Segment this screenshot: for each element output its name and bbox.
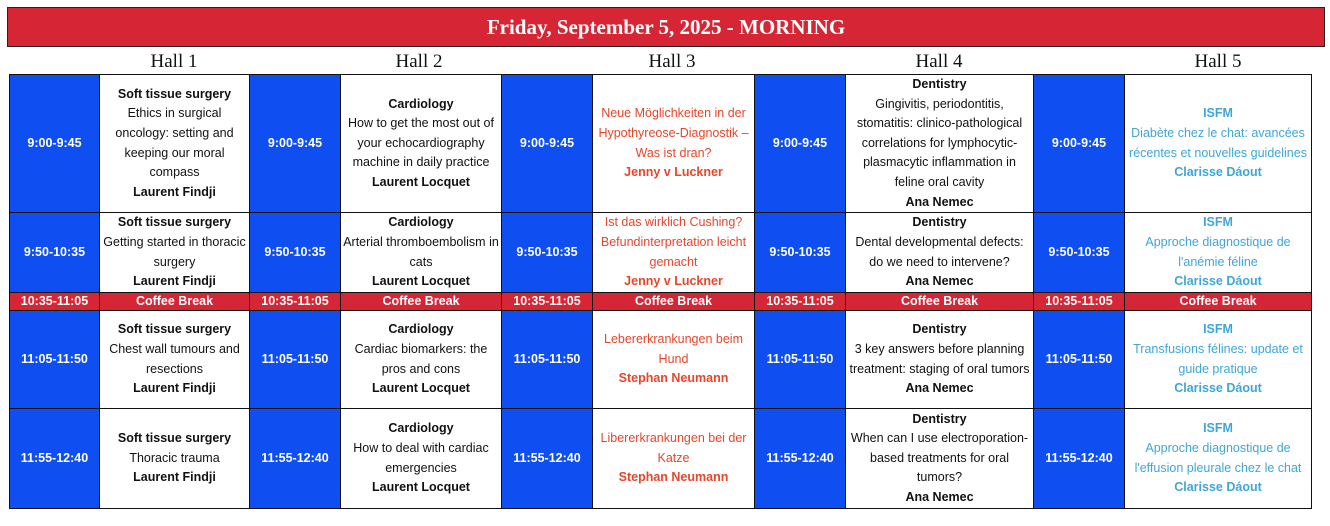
session-speaker: Laurent Findji [133,184,216,199]
break-label: Coffee Break [1125,293,1312,311]
session-cell [846,75,1034,213]
session-speaker: Jenny v Luckner [624,274,723,289]
hall-5-header: Hall 5 [1194,51,1242,72]
session-talk: How to get the most out of your echocardiography machine in daily practice [348,116,494,170]
page-title-banner [7,7,1325,47]
session-topic: Cardiology [388,96,454,111]
time-cell: 9:00-9:45 [502,75,593,213]
session-cell [593,75,755,213]
session-cell [1125,409,1312,509]
time-cell: 9:00-9:45 [10,75,100,213]
session-topic: Cardiology [388,215,454,230]
schedule-table [9,74,1312,509]
session-cell [341,75,502,213]
session-talk: 3 key answers before planning treatment: staging of oral tumors [849,342,1030,376]
table-row [10,311,1312,409]
time-cell: 11:05-11:50 [1034,311,1125,409]
time-cell: 11:55-12:40 [250,409,341,509]
time-cell: 9:50-10:35 [10,213,100,293]
session-talk: How to deal with cardiac emergencies [353,441,489,475]
session-topic: ISFM [1203,215,1233,230]
session-talk: Ist das wirklich Cushing? Befundinterpretation leicht gemacht [600,215,747,269]
session-talk: Dental developmental defects: do we need to intervene? [855,235,1024,269]
session-speaker: Ana Nemec [905,274,974,289]
session-talk: Diabète chez le chat: avancées récentes et nouvelles guidelines [1129,125,1307,160]
break-time: 10:35-11:05 [10,293,100,311]
session-talk: Lebererkrankungen beim Hund [604,332,743,366]
time-cell: 11:55-12:40 [755,409,846,509]
session-cell [341,409,502,509]
session-topic: Soft tissue surgery [117,322,232,337]
break-time: 10:35-11:05 [250,293,341,311]
session-topic: Cardiology [388,322,454,337]
time-cell: 11:55-12:40 [10,409,100,509]
session-speaker: Ana Nemec [905,194,974,209]
time-cell: 9:00-9:45 [250,75,341,213]
session-topic: Dentistry [912,77,967,91]
time-cell: 11:55-12:40 [502,409,593,509]
session-topic: ISFM [1203,322,1233,337]
session-talk: Approche diagnostique de l'anémie féline [1145,235,1291,269]
session-talk: Arterial thromboembolism in cats [343,235,499,269]
time-cell: 9:50-10:35 [250,213,341,293]
coffee-break-row [10,293,1312,311]
session-topic: Dentistry [912,215,967,230]
time-cell: 9:00-9:45 [1034,75,1125,213]
session-speaker: Laurent Locquet [372,480,470,495]
session-topic: ISFM [1203,106,1233,121]
break-time: 10:35-11:05 [502,293,593,311]
break-label: Coffee Break [341,293,502,311]
hall-1-header: Hall 1 [150,51,198,72]
table-row [10,409,1312,509]
session-cell [593,311,755,409]
hall-2-header: Hall 2 [395,51,443,72]
session-talk: Libererkrankungen bei der Katze [600,431,747,465]
time-cell: 9:50-10:35 [1034,213,1125,293]
session-talk: Chest wall tumours and resections [109,342,240,376]
session-talk: When can I use electroporation-based treatments for oral tumors? [850,431,1029,485]
session-talk: Cardiac biomarkers: the pros and cons [354,342,488,376]
session-topic: Soft tissue surgery [117,431,232,446]
session-speaker: Jenny v Luckner [624,165,723,180]
session-talk: Thoracic trauma [129,450,220,465]
time-cell: 11:05-11:50 [250,311,341,409]
time-cell: 11:05-11:50 [755,311,846,409]
session-speaker: Ana Nemec [905,381,974,396]
session-cell [593,409,755,509]
session-cell [100,213,250,293]
session-cell [846,409,1034,509]
session-cell [100,409,250,509]
time-cell: 11:05-11:50 [502,311,593,409]
session-topic: Soft tissue surgery [117,86,232,101]
break-label: Coffee Break [846,293,1034,311]
session-speaker: Clarisse Dáout [1174,165,1262,180]
session-talk: Neue Möglichkeiten in der Hypothyreose-Diagnostik – Was ist dran? [598,106,749,160]
session-cell [1125,213,1312,293]
session-cell [1125,75,1312,213]
session-topic: Dentistry [912,322,967,337]
session-talk: Getting started in thoracic surgery [103,235,246,269]
session-speaker: Stephan Neumann [618,371,729,386]
session-speaker: Laurent Findji [133,470,216,485]
break-time: 10:35-11:05 [1034,293,1125,311]
time-cell: 9:50-10:35 [755,213,846,293]
session-talk: Approche diagnostique de l'effusion pleurale chez le chat [1134,441,1302,475]
session-speaker: Laurent Findji [133,274,216,289]
table-row [10,75,1312,213]
session-cell [593,213,755,293]
break-label: Coffee Break [593,293,755,311]
session-topic: Cardiology [388,421,454,436]
session-speaker: Stephan Neumann [618,470,729,485]
session-cell [1125,311,1312,409]
session-talk: Gingivitis, periodontitis, stomatitis: clinico-pathological correlations for lymphocytic-plasmacytic inflammation in feline oral cavity [856,96,1023,189]
break-label: Coffee Break [100,293,250,311]
session-speaker: Clarisse Dáout [1174,480,1262,495]
session-cell [100,311,250,409]
session-talk: Ethics in surgical oncology: setting and keeping our moral compass [115,106,234,180]
time-cell: 11:55-12:40 [1034,409,1125,509]
session-topic: ISFM [1203,421,1233,436]
session-cell [100,75,250,213]
session-cell [846,213,1034,293]
session-topic: Soft tissue surgery [117,215,232,230]
time-cell: 9:00-9:45 [755,75,846,213]
table-row [10,213,1312,293]
session-talk: Transfusions félines: update et guide pratique [1133,342,1303,376]
hall-4-header: Hall 4 [915,51,963,72]
session-topic: Dentistry [912,411,967,426]
session-speaker: Clarisse Dáout [1174,274,1262,289]
time-cell: 9:50-10:35 [502,213,593,293]
session-cell [341,311,502,409]
page-title: Friday, September 5, 2025 - MORNING [486,14,846,39]
session-speaker: Laurent Locquet [372,381,470,396]
session-speaker: Ana Nemec [905,490,974,505]
session-speaker: Clarisse Dáout [1174,381,1262,396]
session-speaker: Laurent Locquet [372,174,470,189]
session-cell [341,213,502,293]
time-cell: 11:05-11:50 [10,311,100,409]
hall-3-header: Hall 3 [648,51,696,72]
session-speaker: Laurent Findji [133,381,216,396]
session-speaker: Laurent Locquet [372,274,470,289]
session-cell [846,311,1034,409]
break-time: 10:35-11:05 [755,293,846,311]
